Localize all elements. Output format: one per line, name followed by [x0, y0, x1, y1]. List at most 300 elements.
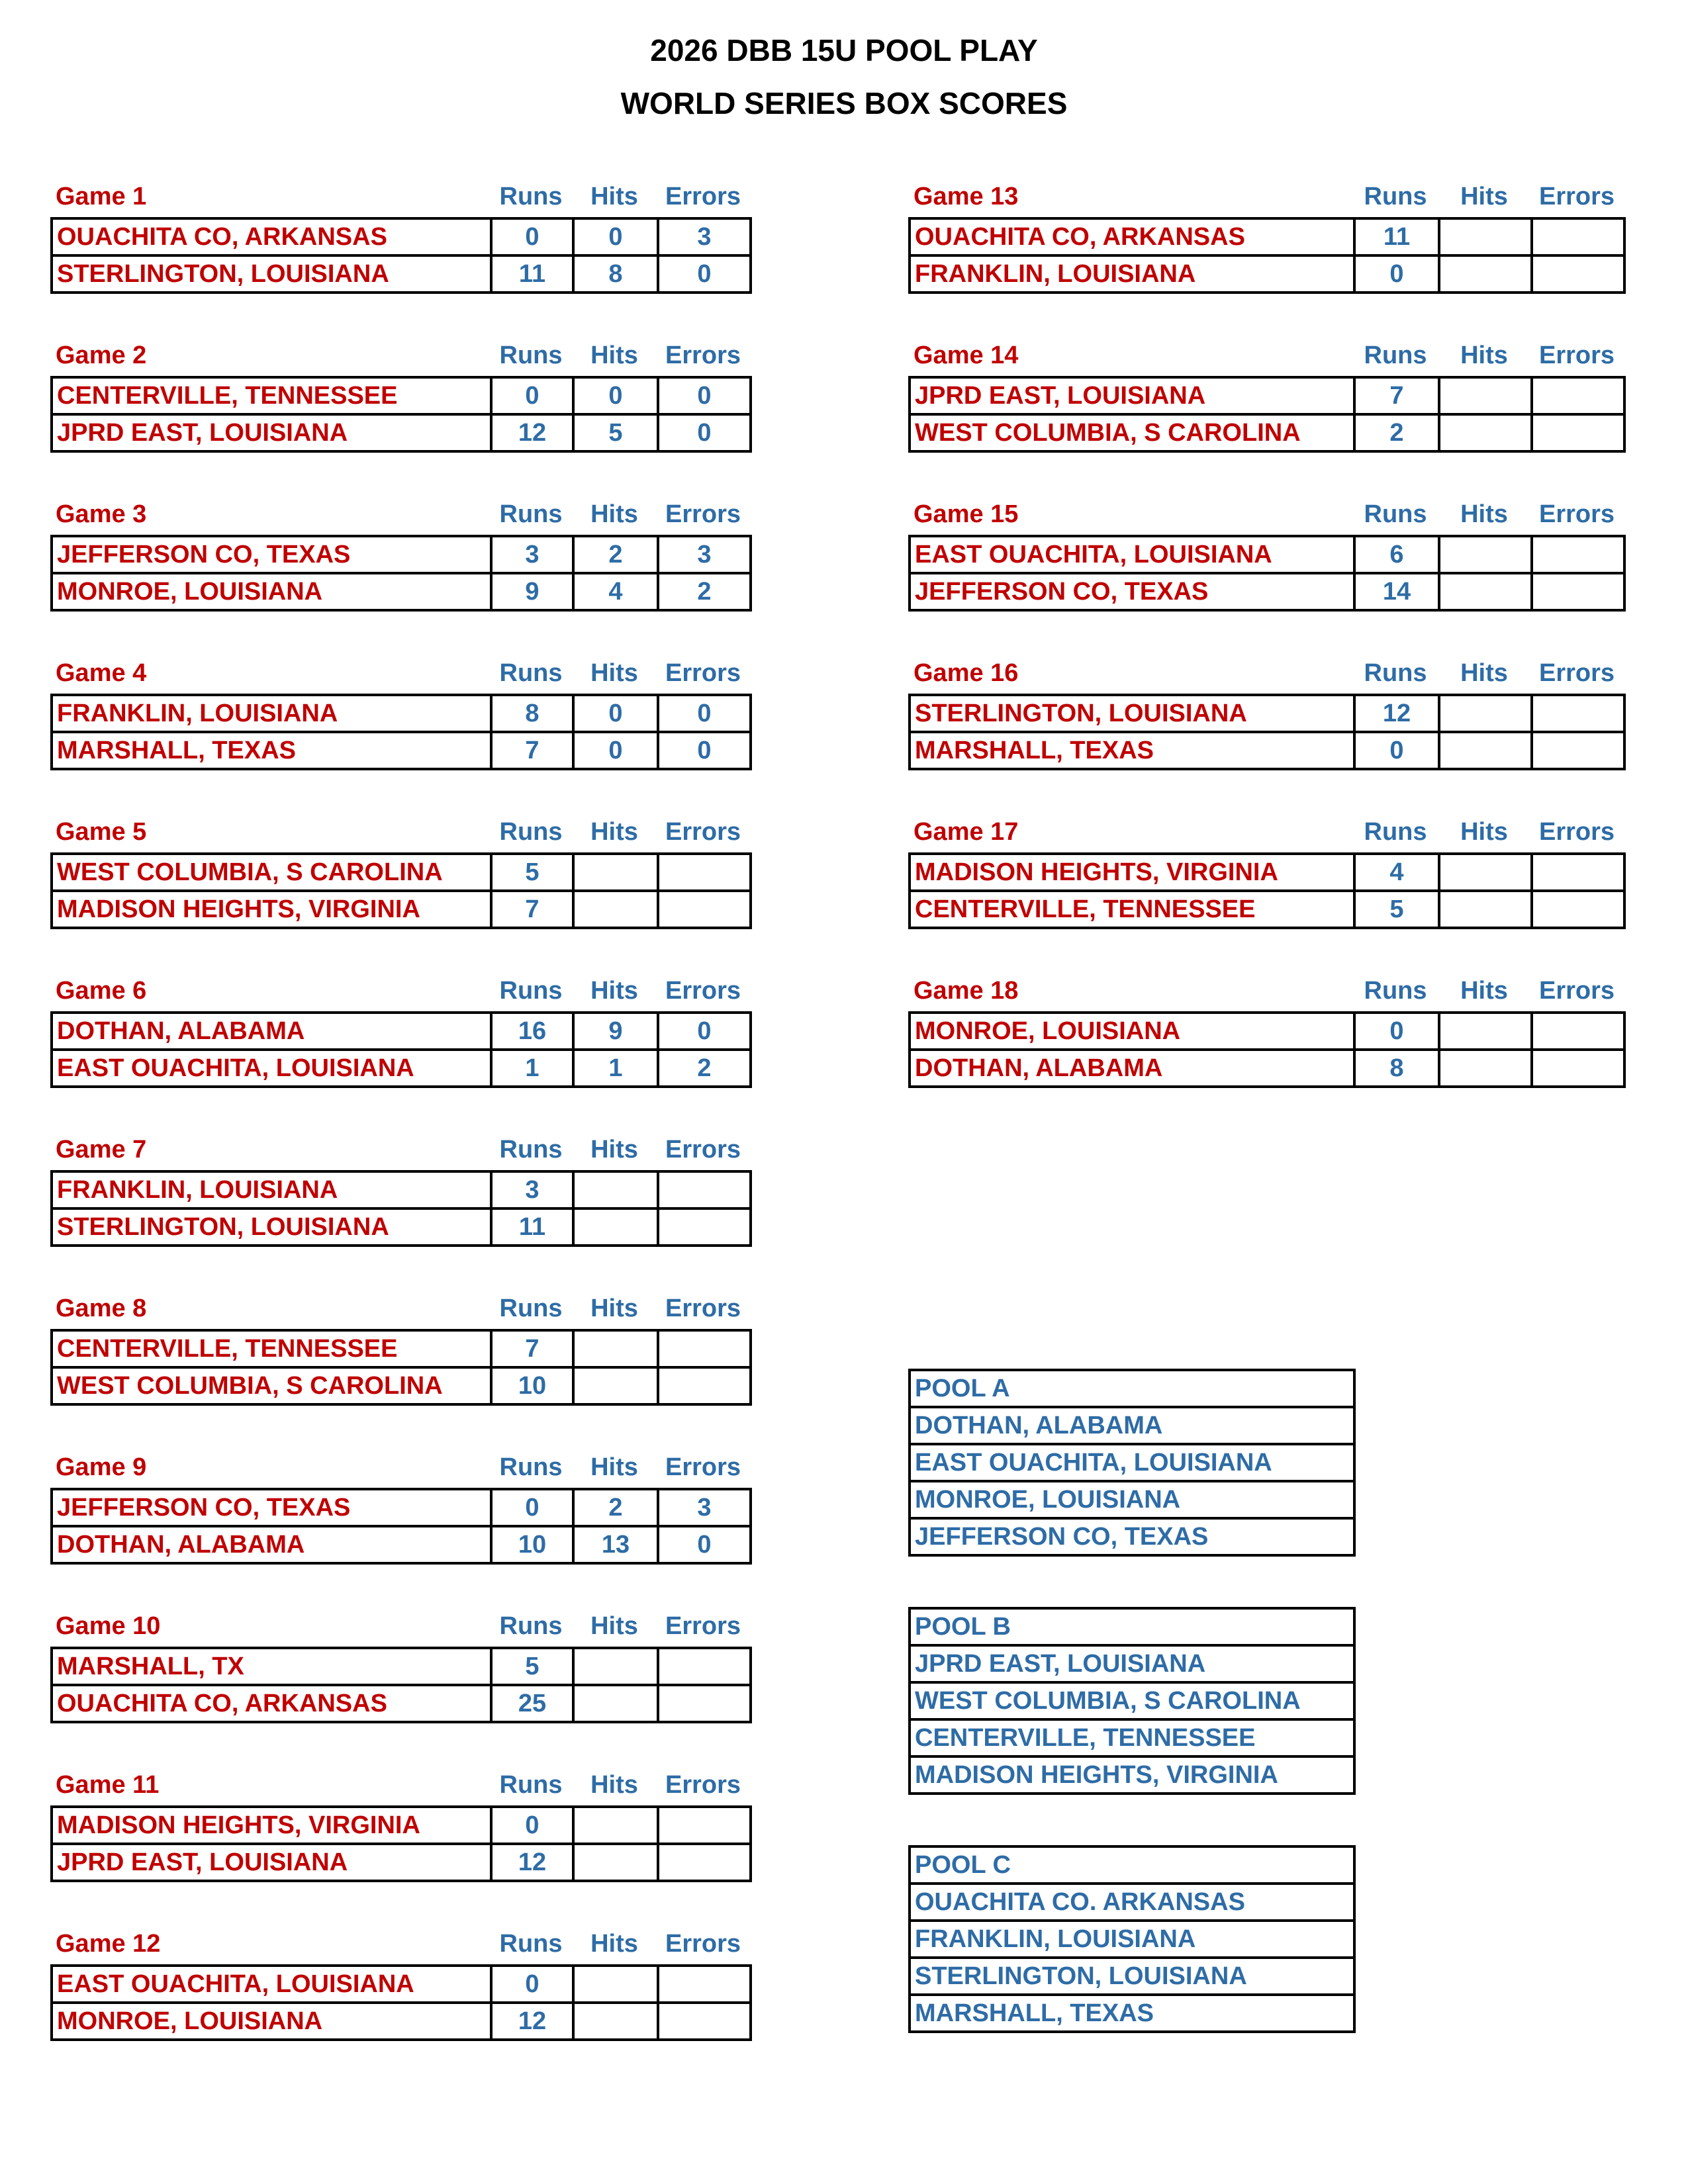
runs-cell: 11 [1354, 218, 1439, 255]
team-name: JPRD EAST, LOUISIANA [52, 1844, 491, 1881]
table-row [910, 1481, 1354, 1518]
column-header-runs: Runs [1364, 500, 1427, 528]
game-header [50, 1130, 752, 1170]
column-header-hits: Hits [590, 183, 638, 210]
runs-cell: 9 [491, 573, 573, 610]
column-header-hits: Hits [590, 1930, 638, 1958]
game-box-score [50, 336, 752, 495]
game-box-score [50, 813, 752, 972]
hits-cell [1439, 255, 1532, 293]
column-header-hits: Hits [590, 977, 638, 1005]
column-header-hits: Hits [1460, 659, 1508, 687]
column-header-hits: Hits [1460, 818, 1508, 846]
table-row [52, 891, 751, 928]
table-row [52, 573, 751, 610]
pool-table [908, 1369, 1356, 1557]
game-title: Game 1 [56, 183, 147, 210]
errors-cell: 0 [658, 255, 751, 293]
pool-team: OUACHITA CO. ARKANSAS [910, 1884, 1354, 1921]
table-row [52, 536, 751, 573]
errors-cell [658, 1171, 751, 1208]
table-row [52, 1171, 751, 1208]
game-box-score [50, 1448, 752, 1607]
column-header-errors: Errors [665, 1453, 741, 1481]
column-header-runs: Runs [499, 818, 563, 846]
column-header-errors: Errors [665, 659, 741, 687]
pool-team: FRANKLIN, LOUISIANA [910, 1921, 1354, 1958]
column-header-hits: Hits [1460, 500, 1508, 528]
score-table [50, 1805, 752, 1882]
column-header-errors: Errors [1538, 977, 1615, 1005]
team-name: CENTERVILLE, TENNESSEE [52, 377, 491, 414]
score-table [50, 376, 752, 453]
errors-cell: 0 [658, 1013, 751, 1050]
game-box-score [908, 972, 1626, 1130]
table-row [52, 1367, 751, 1404]
game-title: Game 4 [56, 659, 147, 687]
column-header-errors: Errors [665, 818, 741, 846]
runs-cell: 0 [491, 1966, 573, 2003]
errors-cell: 3 [658, 1489, 751, 1526]
team-name: OUACHITA CO, ARKANSAS [52, 218, 491, 255]
runs-cell: 7 [1354, 377, 1439, 414]
pool-team: MARSHALL, TEXAS [910, 1995, 1354, 2032]
column-header-hits: Hits [590, 1295, 638, 1322]
game-header [908, 177, 1626, 217]
runs-cell: 0 [491, 377, 573, 414]
hits-cell: 5 [573, 414, 658, 451]
hits-cell [573, 1330, 658, 1367]
game-title: Game 10 [56, 1612, 161, 1640]
game-title: Game 16 [914, 659, 1019, 687]
game-header [50, 1607, 752, 1647]
errors-cell [1532, 573, 1624, 610]
game-header [50, 177, 752, 217]
errors-cell [1532, 732, 1624, 769]
runs-cell: 5 [491, 1648, 573, 1685]
hits-cell [1439, 377, 1532, 414]
column-header-runs: Runs [499, 500, 563, 528]
team-name: WEST COLUMBIA, S CAROLINA [52, 854, 491, 891]
runs-cell: 5 [1354, 891, 1439, 928]
team-name: FRANKLIN, LOUISIANA [52, 695, 491, 732]
hits-cell: 2 [573, 1489, 658, 1526]
runs-cell: 11 [491, 1208, 573, 1246]
team-name: JEFFERSON CO, TEXAS [910, 573, 1354, 610]
errors-cell [658, 1330, 751, 1367]
column-header-errors: Errors [1538, 659, 1615, 687]
score-table [908, 217, 1626, 294]
pool-team: JEFFERSON CO, TEXAS [910, 1518, 1354, 1555]
runs-cell: 1 [491, 1050, 573, 1087]
column-header-hits: Hits [590, 1612, 638, 1640]
errors-cell [1532, 1013, 1624, 1050]
runs-cell: 6 [1354, 536, 1439, 573]
table-row [910, 255, 1624, 293]
team-name: JEFFERSON CO, TEXAS [52, 1489, 491, 1526]
hits-cell [573, 1367, 658, 1404]
game-box-score [50, 177, 752, 336]
game-header [908, 813, 1626, 852]
table-row [910, 1013, 1624, 1050]
column-header-runs: Runs [499, 341, 563, 369]
column-header-errors: Errors [665, 1771, 741, 1799]
score-table [50, 1329, 752, 1406]
column-header-runs: Runs [499, 1453, 563, 1481]
errors-cell [658, 891, 751, 928]
team-name: CENTERVILLE, TENNESSEE [52, 1330, 491, 1367]
errors-cell: 0 [658, 1526, 751, 1563]
column-header-errors: Errors [665, 341, 741, 369]
runs-cell: 7 [491, 1330, 573, 1367]
errors-cell [658, 1807, 751, 1844]
column-header-runs: Runs [499, 1771, 563, 1799]
score-table [908, 852, 1626, 929]
runs-cell: 10 [491, 1526, 573, 1563]
errors-cell: 2 [658, 1050, 751, 1087]
team-name: MONROE, LOUISIANA [52, 2003, 491, 2040]
column-header-errors: Errors [665, 1295, 741, 1322]
table-row [910, 218, 1624, 255]
table-row [910, 1846, 1354, 1884]
game-box-score [908, 654, 1626, 813]
runs-cell: 10 [491, 1367, 573, 1404]
runs-cell: 0 [491, 1807, 573, 1844]
team-name: MARSHALL, TX [52, 1648, 491, 1685]
team-name: DOTHAN, ALABAMA [52, 1526, 491, 1563]
game-title: Game 8 [56, 1295, 147, 1322]
team-name: MADISON HEIGHTS, VIRGINIA [52, 891, 491, 928]
hits-cell: 0 [573, 695, 658, 732]
table-row [910, 1645, 1354, 1682]
hits-cell [573, 1208, 658, 1246]
hits-cell [573, 2003, 658, 2040]
runs-cell: 12 [491, 2003, 573, 2040]
errors-cell [1532, 854, 1624, 891]
game-title: Game 11 [56, 1771, 160, 1799]
table-row [910, 1518, 1354, 1555]
game-title: Game 3 [56, 500, 147, 528]
pool-team: CENTERVILLE, TENNESSEE [910, 1719, 1354, 1756]
table-row [910, 377, 1624, 414]
table-row [52, 695, 751, 732]
game-box-score [50, 654, 752, 813]
runs-cell: 3 [491, 1171, 573, 1208]
errors-cell: 0 [658, 732, 751, 769]
errors-cell [1532, 255, 1624, 293]
table-row [910, 1995, 1354, 2032]
team-name: JPRD EAST, LOUISIANA [910, 377, 1354, 414]
errors-cell [658, 1648, 751, 1685]
table-row [52, 1844, 751, 1881]
game-title: Game 6 [56, 977, 147, 1005]
column-header-hits: Hits [590, 1453, 638, 1481]
table-row [910, 1921, 1354, 1958]
table-row [910, 1407, 1354, 1444]
table-row [52, 1648, 751, 1685]
page-subtitle: WORLD SERIES BOX SCORES [620, 86, 1068, 120]
game-header [50, 654, 752, 694]
runs-cell: 25 [491, 1685, 573, 1722]
table-row [910, 732, 1624, 769]
hits-cell [573, 1966, 658, 2003]
runs-cell: 4 [1354, 854, 1439, 891]
table-row [52, 854, 751, 891]
runs-cell: 7 [491, 732, 573, 769]
table-row [52, 1807, 751, 1844]
game-box-score [50, 495, 752, 654]
column-header-errors: Errors [665, 1930, 741, 1958]
column-header-runs: Runs [499, 1930, 563, 1958]
hits-cell: 8 [573, 255, 658, 293]
table-row [52, 218, 751, 255]
errors-cell [658, 854, 751, 891]
team-name: CENTERVILLE, TENNESSEE [910, 891, 1354, 928]
team-name: FRANKLIN, LOUISIANA [52, 1171, 491, 1208]
errors-cell [658, 1685, 751, 1722]
pool-table [908, 1845, 1356, 2033]
score-table [50, 1964, 752, 2041]
team-name: OUACHITA CO, ARKANSAS [52, 1685, 491, 1722]
column-header-runs: Runs [499, 1136, 563, 1163]
hits-cell [1439, 218, 1532, 255]
errors-cell [658, 2003, 751, 2040]
errors-cell: 0 [658, 695, 751, 732]
games-column-right [908, 177, 1626, 1130]
runs-cell: 16 [491, 1013, 573, 1050]
game-title: Game 13 [914, 183, 1019, 210]
game-title: Game 18 [914, 977, 1019, 1005]
table-row [910, 573, 1624, 610]
errors-cell [658, 1208, 751, 1246]
column-header-errors: Errors [665, 183, 741, 210]
table-row [52, 255, 751, 293]
column-header-runs: Runs [499, 1295, 563, 1322]
table-row [52, 1208, 751, 1246]
game-header [50, 495, 752, 535]
table-row [52, 1489, 751, 1526]
team-name: STERLINGTON, LOUISIANA [52, 1208, 491, 1246]
column-header-hits: Hits [590, 500, 638, 528]
game-box-score [50, 1925, 752, 2083]
hits-cell [1439, 891, 1532, 928]
errors-cell [1532, 891, 1624, 928]
table-row [910, 414, 1624, 451]
pool-team: DOTHAN, ALABAMA [910, 1407, 1354, 1444]
errors-cell: 0 [658, 414, 751, 451]
hits-cell: 13 [573, 1526, 658, 1563]
pool-name: POOL A [910, 1370, 1354, 1407]
team-name: EAST OUACHITA, LOUISIANA [910, 536, 1354, 573]
runs-cell: 8 [491, 695, 573, 732]
column-header-hits: Hits [590, 818, 638, 846]
column-header-hits: Hits [1460, 977, 1508, 1005]
hits-cell [1439, 414, 1532, 451]
hits-cell [573, 854, 658, 891]
table-row [52, 1966, 751, 2003]
hits-cell [1439, 732, 1532, 769]
runs-cell: 7 [491, 891, 573, 928]
errors-cell [658, 1844, 751, 1881]
game-header [908, 336, 1626, 376]
pool-team: MADISON HEIGHTS, VIRGINIA [910, 1756, 1354, 1794]
team-name: OUACHITA CO, ARKANSAS [910, 218, 1354, 255]
errors-cell [1532, 1050, 1624, 1087]
score-table [50, 535, 752, 612]
column-header-hits: Hits [590, 1136, 638, 1163]
column-header-errors: Errors [1538, 183, 1615, 210]
runs-cell: 14 [1354, 573, 1439, 610]
pool-name: POOL B [910, 1608, 1354, 1645]
score-table [50, 1011, 752, 1088]
team-name: DOTHAN, ALABAMA [910, 1050, 1354, 1087]
team-name: JPRD EAST, LOUISIANA [52, 414, 491, 451]
table-row [910, 1444, 1354, 1481]
table-row [52, 1330, 751, 1367]
column-header-errors: Errors [665, 1136, 741, 1163]
errors-cell [658, 1367, 751, 1404]
team-name: MONROE, LOUISIANA [52, 573, 491, 610]
runs-cell: 8 [1354, 1050, 1439, 1087]
column-header-errors: Errors [1538, 500, 1615, 528]
team-name: WEST COLUMBIA, S CAROLINA [52, 1367, 491, 1404]
hits-cell [1439, 695, 1532, 732]
errors-cell: 2 [658, 573, 751, 610]
game-header [50, 1448, 752, 1488]
pool-table [908, 1607, 1356, 1795]
errors-cell [658, 1966, 751, 2003]
errors-cell [1532, 377, 1624, 414]
errors-cell: 0 [658, 377, 751, 414]
team-name: JEFFERSON CO, TEXAS [52, 536, 491, 573]
column-header-runs: Runs [1364, 659, 1427, 687]
game-title: Game 12 [56, 1930, 161, 1958]
game-box-score [50, 1130, 752, 1289]
column-header-errors: Errors [1538, 341, 1615, 369]
game-box-score [50, 1766, 752, 1925]
game-header [50, 1766, 752, 1805]
table-row [52, 1050, 751, 1087]
runs-cell: 5 [491, 854, 573, 891]
game-header [908, 972, 1626, 1011]
runs-cell: 11 [491, 255, 573, 293]
hits-cell [573, 1844, 658, 1881]
runs-cell: 0 [1354, 255, 1439, 293]
table-row [52, 2003, 751, 2040]
game-title: Game 9 [56, 1453, 147, 1481]
game-header [908, 654, 1626, 694]
table-row [910, 1370, 1354, 1407]
hits-cell: 0 [573, 377, 658, 414]
column-header-runs: Runs [1364, 977, 1427, 1005]
column-header-errors: Errors [665, 500, 741, 528]
column-header-hits: Hits [1460, 341, 1508, 369]
column-header-runs: Runs [499, 183, 563, 210]
table-row [910, 1608, 1354, 1645]
table-row [910, 1050, 1624, 1087]
hits-cell [1439, 854, 1532, 891]
team-name: MONROE, LOUISIANA [910, 1013, 1354, 1050]
runs-cell: 12 [491, 414, 573, 451]
hits-cell [573, 1685, 658, 1722]
hits-cell [573, 1171, 658, 1208]
game-header [908, 495, 1626, 535]
column-header-hits: Hits [590, 1771, 638, 1799]
pool-team: JPRD EAST, LOUISIANA [910, 1645, 1354, 1682]
runs-cell: 0 [491, 218, 573, 255]
errors-cell [1532, 536, 1624, 573]
game-header [50, 336, 752, 376]
hits-cell: 4 [573, 573, 658, 610]
score-table [908, 694, 1626, 770]
column-header-runs: Runs [1364, 818, 1427, 846]
hits-cell [1439, 1050, 1532, 1087]
team-name: STERLINGTON, LOUISIANA [52, 255, 491, 293]
hits-cell: 2 [573, 536, 658, 573]
table-row [910, 1719, 1354, 1756]
table-row [910, 854, 1624, 891]
game-header [50, 1289, 752, 1329]
runs-cell: 2 [1354, 414, 1439, 451]
table-row [910, 1884, 1354, 1921]
hits-cell: 0 [573, 732, 658, 769]
hits-cell [1439, 573, 1532, 610]
hits-cell [573, 1807, 658, 1844]
hits-cell: 0 [573, 218, 658, 255]
column-header-errors: Errors [665, 977, 741, 1005]
game-box-score [908, 177, 1626, 336]
game-header [50, 972, 752, 1011]
table-row [910, 1958, 1354, 1995]
game-title: Game 5 [56, 818, 147, 846]
game-header [50, 813, 752, 852]
team-name: MADISON HEIGHTS, VIRGINIA [910, 854, 1354, 891]
runs-cell: 3 [491, 536, 573, 573]
table-row [52, 377, 751, 414]
team-name: FRANKLIN, LOUISIANA [910, 255, 1354, 293]
team-name: DOTHAN, ALABAMA [52, 1013, 491, 1050]
game-box-score [908, 813, 1626, 972]
score-table [50, 694, 752, 770]
errors-cell: 3 [658, 218, 751, 255]
game-box-score [50, 1607, 752, 1766]
score-table [50, 1170, 752, 1247]
team-name: STERLINGTON, LOUISIANA [910, 695, 1354, 732]
team-name: MARSHALL, TEXAS [910, 732, 1354, 769]
score-table [50, 1647, 752, 1723]
table-row [52, 1685, 751, 1722]
column-header-runs: Runs [499, 659, 563, 687]
game-title: Game 14 [914, 341, 1019, 369]
game-box-score [50, 1289, 752, 1448]
pool-team: STERLINGTON, LOUISIANA [910, 1958, 1354, 1995]
game-title: Game 17 [914, 818, 1019, 846]
game-box-score [908, 336, 1626, 495]
team-name: MADISON HEIGHTS, VIRGINIA [52, 1807, 491, 1844]
game-header [50, 1925, 752, 1964]
games-column-left [50, 177, 752, 2083]
table-row [52, 732, 751, 769]
game-title: Game 15 [914, 500, 1019, 528]
table-row [52, 1526, 751, 1563]
hits-cell: 1 [573, 1050, 658, 1087]
table-row [910, 1682, 1354, 1719]
score-table [50, 1488, 752, 1565]
column-header-hits: Hits [1460, 183, 1508, 210]
column-header-hits: Hits [590, 659, 638, 687]
runs-cell: 12 [1354, 695, 1439, 732]
column-header-errors: Errors [665, 1612, 741, 1640]
